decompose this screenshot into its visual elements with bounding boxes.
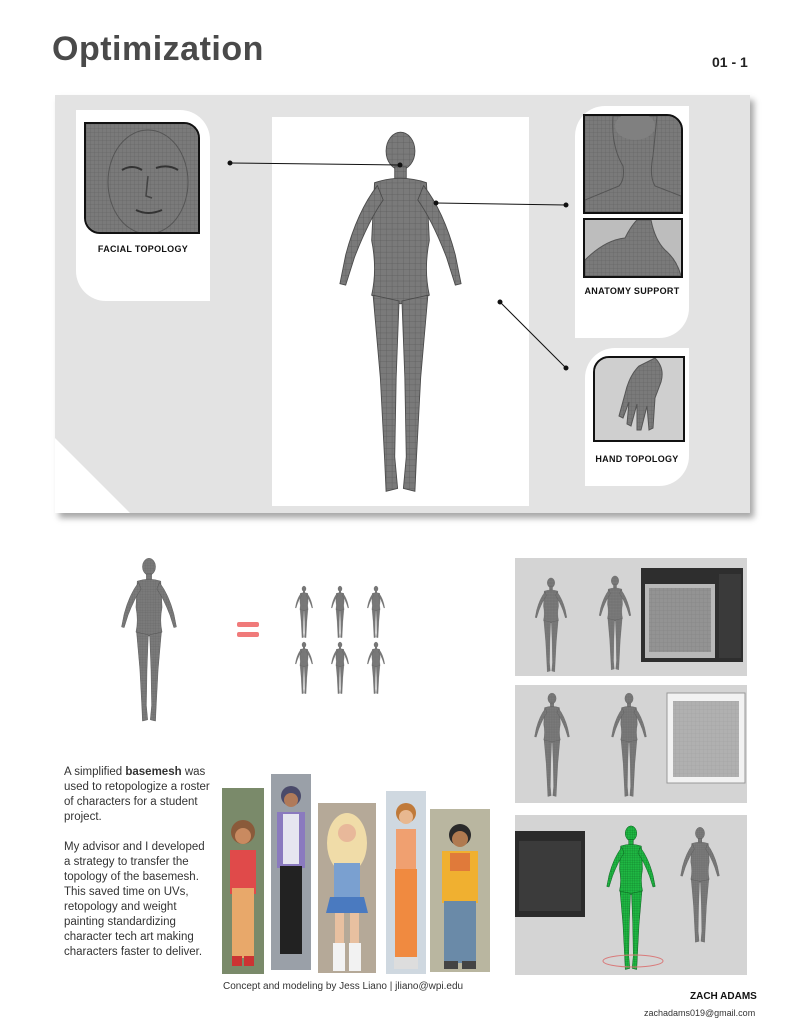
weight-paint-screenshot (515, 815, 747, 975)
character-portrait-5 (430, 809, 490, 972)
uv-layout-screenshot-2 (515, 685, 747, 803)
character-3-drawing (318, 803, 376, 973)
hand-topology-card (585, 348, 689, 486)
credit-text: Concept and modeling by Jess Liano | jliano@wpi.edu (223, 981, 464, 992)
uv-layout-drawing-2 (515, 685, 747, 803)
character-1-drawing (222, 788, 264, 974)
hand-mesh-image (593, 356, 685, 442)
neck-mesh-drawing (585, 116, 681, 212)
character-2-drawing (271, 774, 311, 970)
author-name: ZACH ADAMS (690, 991, 757, 1002)
hand-topology-label: HAND TOPOLOGY (595, 454, 679, 464)
equals-sign (237, 622, 259, 638)
single-basemesh (86, 555, 212, 725)
character-5-drawing (430, 809, 490, 972)
shoulder-mesh-image (583, 218, 683, 278)
description-paragraph-2: My advisor and I developed a strategy to transfer the topology of the basemesh. This saved time on UVs, retopology and weight painting standardizing character tech art making characters faster to deliver. (64, 841, 205, 958)
anatomy-support-label: ANATOMY SUPPORT (584, 286, 680, 296)
description-paragraph-1 (64, 765, 214, 825)
basemesh-roster (286, 585, 396, 697)
hand-mesh-drawing (595, 358, 683, 440)
anatomy-support-card (575, 106, 689, 338)
basemesh-roster-drawing (286, 585, 396, 697)
character-portrait-3 (318, 803, 376, 973)
weight-paint-drawing (515, 815, 747, 975)
description-text (64, 765, 214, 960)
description-prefix: A simplified (64, 766, 126, 778)
character-portrait-4 (386, 791, 426, 974)
page-title: Optimization (52, 30, 264, 68)
shoulder-mesh-drawing (585, 220, 681, 276)
uv-layout-screenshot-1 (515, 558, 747, 676)
character-4-drawing (386, 791, 426, 974)
description-bold: basemesh (125, 766, 182, 778)
single-basemesh-drawing (86, 555, 212, 725)
description-suffix: was used to retopologize a roster of characters for a student project. (64, 766, 210, 823)
author-email: zachadams019@gmail.com (644, 1008, 756, 1018)
character-portrait-2 (271, 774, 311, 970)
page-number: 01 - 1 (712, 54, 748, 70)
character-portrait-1 (222, 788, 264, 974)
uv-layout-drawing-1 (515, 558, 747, 676)
neck-mesh-image (583, 114, 683, 214)
facial-topology-label: FACIAL TOPOLOGY (97, 244, 189, 254)
